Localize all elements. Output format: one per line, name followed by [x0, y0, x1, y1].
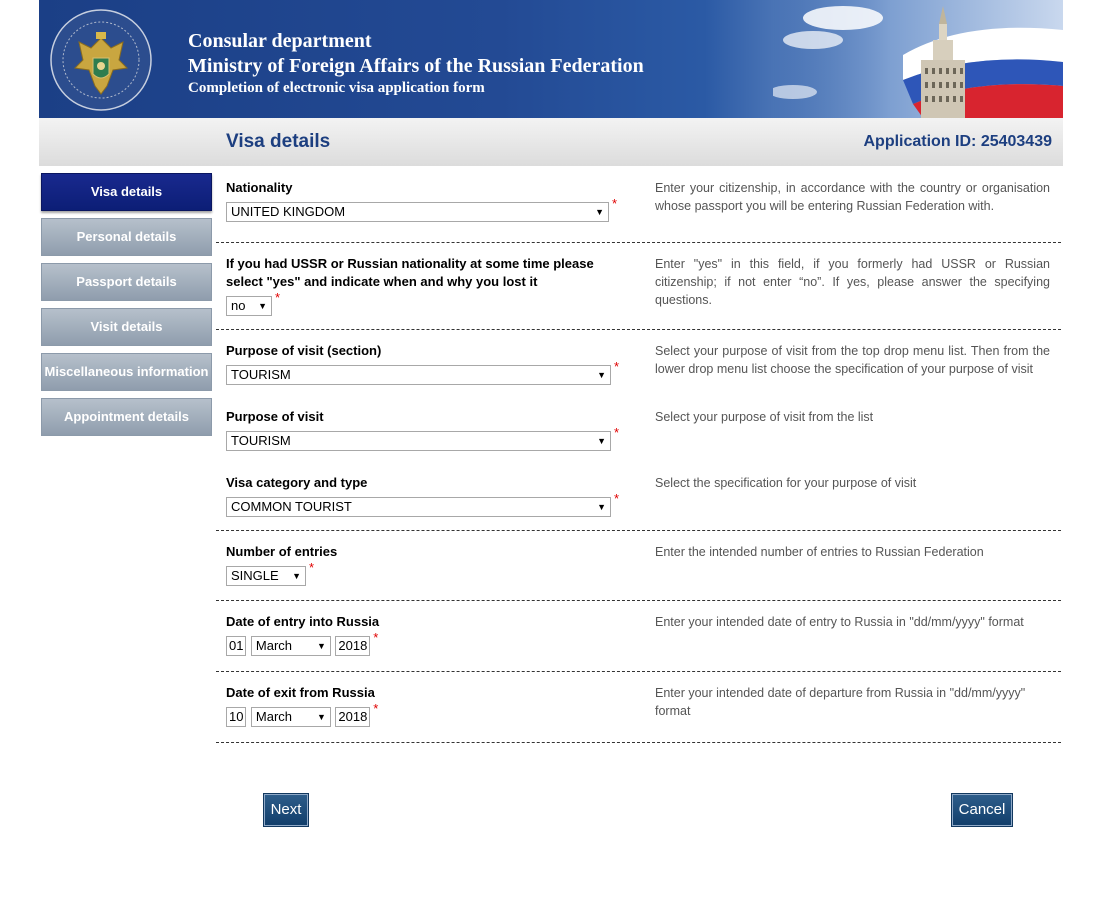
purpose-field	[226, 408, 619, 451]
required-marker: *	[614, 425, 620, 440]
required-marker: *	[275, 290, 281, 305]
nationality-section	[216, 173, 1061, 243]
flag-and-building-illustration	[773, 0, 1063, 118]
sidebar-item-passport-details[interactable]: Passport details	[41, 263, 212, 301]
dropdown-arrow-icon: ▼	[258, 301, 267, 311]
visa-details-form	[216, 173, 1061, 743]
entry-date-help: Enter your intended date of entry to Russia in "dd/mm/yyyy" format	[655, 615, 1024, 629]
visa-category-field	[226, 474, 619, 517]
exit-date-help: Enter your intended date of departure from Russia in "dd/mm/yyyy" format	[655, 686, 1026, 718]
header-banner	[39, 0, 1063, 118]
required-marker: *	[614, 359, 620, 374]
dropdown-arrow-icon: ▼	[597, 370, 606, 380]
visa-category-select-value: COMMON TOURIST	[231, 499, 352, 514]
ministry-emblem-icon	[49, 8, 153, 112]
sidebar-item-miscellaneous-information[interactable]: Miscellaneous information	[41, 353, 212, 391]
visa-category-label: Visa category and type	[226, 475, 368, 490]
entries-label: Number of entries	[226, 544, 338, 559]
dropdown-arrow-icon: ▼	[317, 712, 326, 722]
ussr-nationality-section	[216, 243, 1061, 330]
sidebar-item-appointment-details[interactable]: Appointment details	[41, 398, 212, 436]
exit-date-field	[226, 684, 378, 727]
sidebar-item-visit-details[interactable]: Visit details	[41, 308, 212, 346]
dropdown-arrow-icon: ▼	[292, 571, 301, 581]
ussr-nationality-label: If you had USSR or Russian nationality at some time please select "yes" and indicate when and why you lost it	[226, 256, 594, 289]
purpose-label: Purpose of visit	[226, 409, 324, 424]
header-subtitle: Completion of electronic visa application form	[188, 80, 485, 96]
purpose-section	[216, 330, 1061, 531]
entry-month-select[interactable]	[251, 636, 331, 656]
required-marker: *	[373, 701, 379, 716]
visa-category-help: Select the specification for your purpose of visit	[655, 476, 917, 490]
purpose-select[interactable]	[226, 431, 611, 451]
entry-date-label: Date of entry into Russia	[226, 614, 380, 629]
sidebar-item-visa-details[interactable]: Visa details	[41, 173, 212, 211]
title-bar	[39, 118, 1063, 166]
purpose-section-label: Purpose of visit (section)	[226, 343, 382, 358]
entry-month-select-value: March	[255, 638, 293, 653]
purpose-select-value: TOURISM	[231, 433, 291, 448]
dropdown-arrow-icon: ▼	[317, 641, 326, 651]
purpose-help: Select your purpose of visit from the list	[655, 410, 874, 424]
sidebar-nav	[41, 173, 214, 443]
exit-year-input[interactable]: 2018	[335, 707, 370, 727]
nationality-field	[226, 179, 617, 222]
exit-day-input[interactable]: 10	[226, 707, 246, 727]
nationality-select[interactable]	[226, 202, 609, 222]
application-id: Application ID: 25403439	[863, 133, 1052, 150]
dropdown-arrow-icon: ▼	[597, 502, 606, 512]
nationality-label: Nationality	[226, 180, 293, 195]
exit-month-select[interactable]	[251, 707, 331, 727]
header-department: Consular department	[188, 30, 372, 52]
required-marker: *	[309, 560, 315, 575]
exit-date-label: Date of exit from Russia	[226, 685, 375, 700]
purpose-section-select-value: TOURISM	[231, 367, 291, 382]
entries-help: Enter the intended number of entries to Russian Federation	[655, 545, 984, 559]
page-title: Visa details	[226, 131, 331, 152]
entries-section	[216, 531, 1061, 601]
ussr-nationality-select-value: no	[231, 298, 246, 313]
entries-select-value: SINGLE	[231, 568, 279, 583]
purpose-section-help: Select your purpose of visit from the top drop menu list. Then from the lower drop menu list choose the specification of your purpose of visit	[655, 344, 1050, 376]
required-marker: *	[612, 196, 618, 211]
entry-date-field	[226, 613, 379, 656]
purpose-section-field	[226, 342, 619, 385]
exit-month-select-value: March	[255, 709, 293, 724]
entry-date-section	[216, 601, 1061, 672]
entry-day-input[interactable]: 01	[226, 636, 246, 656]
sidebar-item-personal-details[interactable]: Personal details	[41, 218, 212, 256]
cancel-button[interactable]: Cancel	[952, 794, 1012, 826]
purpose-section-select[interactable]	[226, 365, 611, 385]
dropdown-arrow-icon: ▼	[595, 207, 604, 217]
required-marker: *	[373, 630, 379, 645]
visa-category-select[interactable]	[226, 497, 611, 517]
next-button[interactable]: Next	[264, 794, 308, 826]
entries-field	[226, 543, 337, 586]
dropdown-arrow-icon: ▼	[597, 436, 606, 446]
nationality-select-value: UNITED KINGDOM	[231, 204, 346, 219]
header-ministry: Ministry of Foreign Affairs of the Russian Federation	[188, 55, 644, 77]
nationality-help: Enter your citizenship, in accordance with the country or organisation whose passport you will be entering Russian Federation with.	[655, 181, 1050, 213]
exit-date-section	[216, 672, 1061, 743]
ussr-nationality-select[interactable]	[226, 296, 272, 316]
ussr-nationality-help: Enter "yes" in this field, if you formerly had USSR or Russian citizenship; if not enter “no”. If yes, please answer the specifying questions.	[655, 257, 1050, 307]
entries-select[interactable]	[226, 566, 306, 586]
required-marker: *	[614, 491, 620, 506]
entry-year-input[interactable]: 2018	[335, 636, 370, 656]
ussr-nationality-field	[226, 255, 606, 316]
